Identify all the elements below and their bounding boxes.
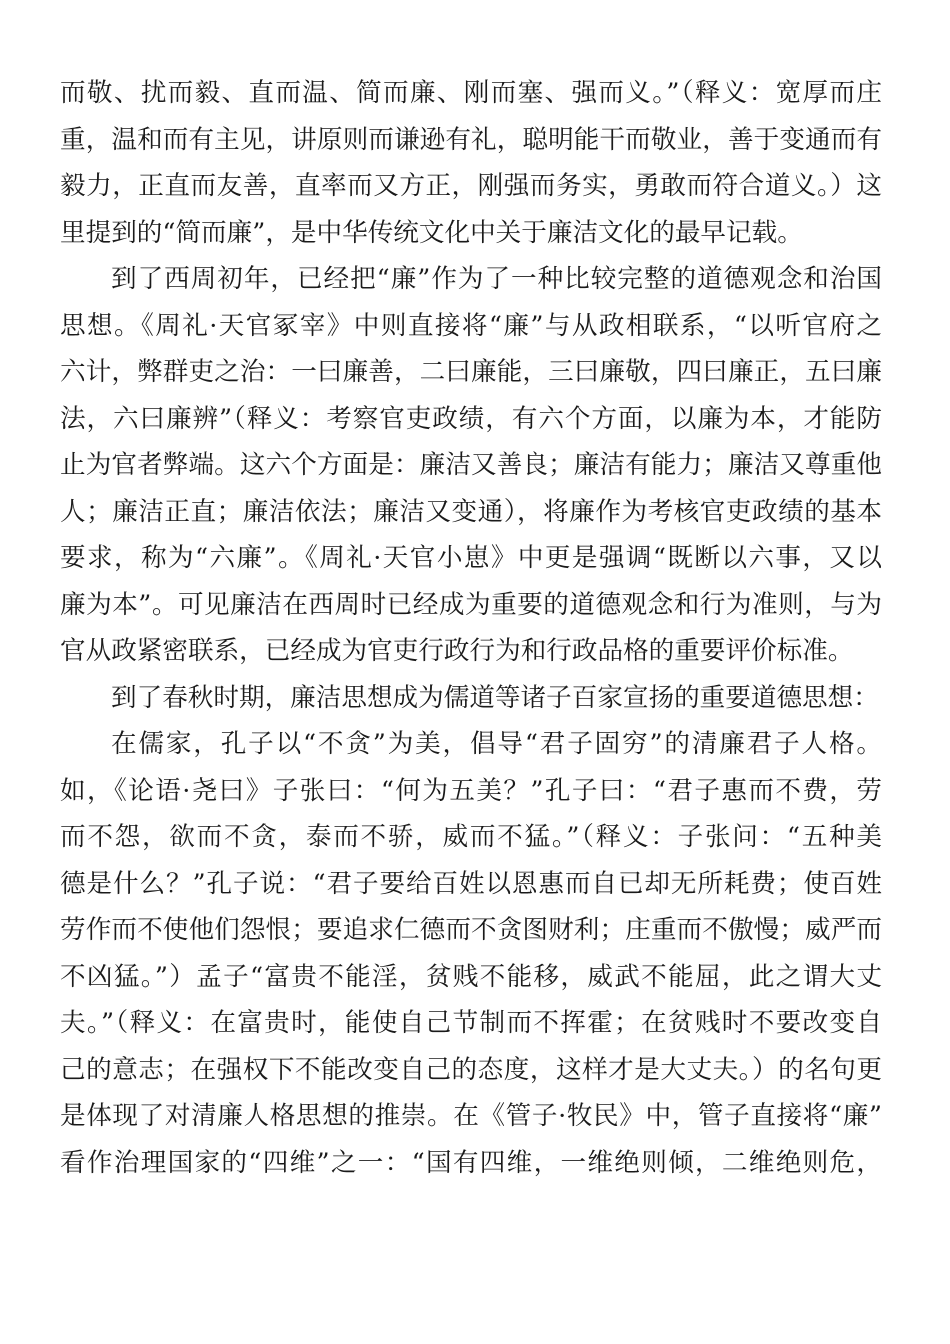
- text-line: 廉为本”。可见廉洁在西周时已经成为重要的道德观念和行为准则，与为: [60, 589, 882, 620]
- document-page: [60, 70, 882, 1186]
- text-line: 劳作而不使他们怨恨；要追求仁德而不贪图财利；庄重而不傲慢；威严而: [60, 915, 882, 945]
- text-line: 人；廉洁正直；廉洁依法；廉洁又变通），将廉作为考核官吏政绩的基本: [60, 496, 882, 527]
- text-line: 如，《论语·尧曰》子张曰：“何为五美？”孔子曰：“君子惠而不费，劳: [60, 775, 882, 806]
- text-line: 里提到的“简而廉”，是中华传统文化中关于廉洁文化的最早记载。: [60, 217, 803, 248]
- text-line: 止为官者弊端。这六个方面是：廉洁又善良；廉洁有能力；廉洁又尊重他: [60, 450, 882, 480]
- text-line: 夫。”（释义：在富贵时，能使自己节制而不挥霍；在贫贱时不要改变自: [60, 1008, 882, 1038]
- text-line: 而敬、扰而毅、直而温、简而廉、刚而塞、强而义。”（释义：宽厚而庄: [60, 78, 882, 108]
- text-line: 要求，称为“六廉”。《周礼·天官小崽》中更是强调“既断以六事，又以: [60, 543, 882, 573]
- text-line: 己的意志；在强权下不能改变自己的态度，这样才是大丈夫。）的名句更: [60, 1054, 882, 1085]
- paragraph-start-line: 在儒家，孔子以“不贪”为美，倡导“君子固穷”的清廉君子人格。: [111, 729, 882, 759]
- text-line: 而不怨，欲而不贪，泰而不骄，威而不猛。”（释义：子张问：“五种美: [60, 822, 882, 852]
- paragraph-start-line: 到了西周初年，已经把“廉”作为了一种比较完整的道德观念和治国: [111, 264, 882, 294]
- text-line: 六计，弊群吏之治：一曰廉善，二曰廉能，三曰廉敬，四曰廉正，五曰廉: [60, 357, 882, 387]
- text-line: 思想。《周礼·天官冢宰》中则直接将“廉”与从政相联系，“以听官府之: [60, 310, 882, 341]
- paragraph-start-line: 到了春秋时期，廉洁思想成为儒道等诸子百家宣扬的重要道德思想：: [111, 682, 879, 713]
- text-line: 看作治理国家的“四维”之一：“国有四维，一维绝则倾，二维绝则危，: [60, 1147, 882, 1178]
- text-line: 官从政紧密联系，已经成为官吏行政行为和行政品格的重要评价标准。: [60, 636, 854, 666]
- text-line: 法，六曰廉辨”（释义：考察官吏政绩，有六个方面，以廉为本，才能防: [60, 403, 882, 434]
- text-line: 重，温和而有主见，讲原则而谦逊有礼，聪明能干而敬业，善于变通而有: [60, 124, 882, 155]
- text-line: 不凶猛。”）孟子“富贵不能淫，贫贱不能移，威武不能屈，此之谓大丈: [60, 961, 882, 992]
- text-line: 德是什么？”孔子说：“君子要给百姓以恩惠而自已却无所耗费；使百姓: [60, 868, 882, 899]
- text-line: 毅力，正直而友善，直率而又方正，刚强而务实，勇敢而符合道义。）这: [60, 171, 882, 201]
- text-line: 是体现了对清廉人格思想的推崇。在《管子·牧民》中，管子直接将“廉”: [60, 1101, 882, 1131]
